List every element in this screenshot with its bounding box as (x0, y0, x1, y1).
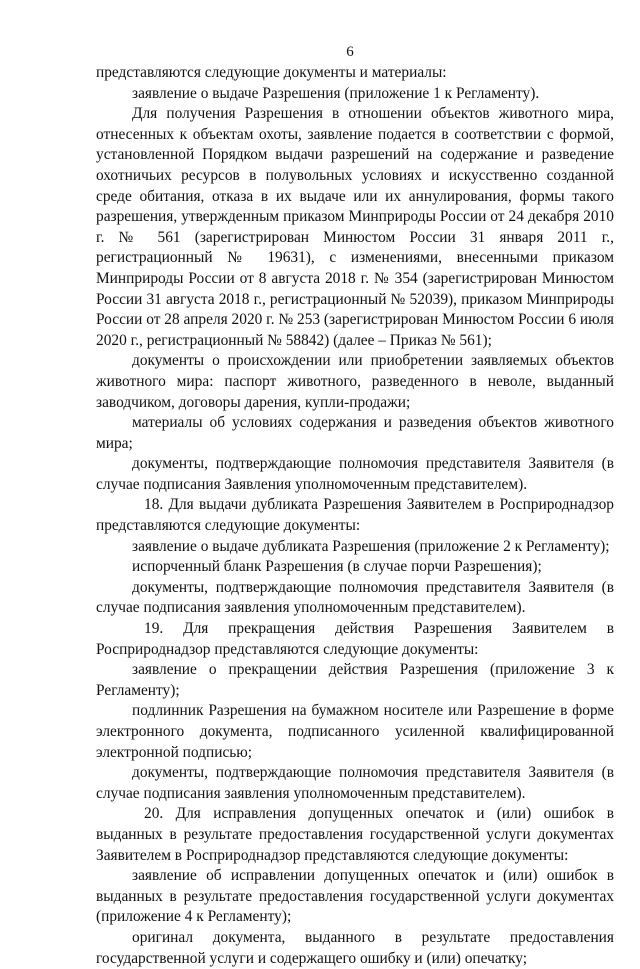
paragraph: Для получения Разрешения в отношении объектов животного мира, отнесенных к объектам охоты, заявление подается в соответствии с формой, установленной Порядком выдачи разрешений на содержание и разведение охотничьих ресурсов в полувольных условиях и искусственно созданной среде обитания, отказа в их выдаче или их аннулирования, формы такого разрешения, утвержденным приказом Минприроды России от 24 декабря 2010 г. № 561 (зарегистрирован Минюстом России 31 января 2011 г., регистрационный № 19631), с изменениями, внесенными приказом Минприроды России от 8 августа 2018 г. № 354 (зарегистрирован Минюстом России 31 августа 2018 г., регистрационный № 52039), приказом Минприроды России от 28 апреля 2020 г. № 253 (зарегистрирован Минюстом России 6 июля 2020 г., регистрационный № 58842) (далее – Приказ № 561); (96, 105, 614, 349)
paragraph: документы о происхождении или приобретении заявляемых объектов животного мира: паспорт животного, разведенного в неволе, выданный заводчиком, договоры дарения, купли-продажи; (96, 352, 614, 411)
paragraph: испорченный бланк Разрешения (в случае порчи Разрешения); (132, 558, 542, 576)
paragraph-intro: представляются следующие документы и материалы: (96, 64, 447, 81)
document-body (96, 63, 614, 969)
paragraph: заявление об исправлении допущенных опечаток и (или) ошибок в выданных в результате предоставления государственной услуги документах (приложение 4 к Регламенту); (96, 867, 614, 926)
paragraph-item-19: 19. Для прекращения действия Разрешения Заявителем в Росприроднадзор представляются следующие документы: (96, 620, 614, 658)
paragraph-item-20: 20. Для исправления допущенных опечаток и (или) ошибок в выданных в результате предоставления государственной услуги документах Заявителем в Росприроднадзор представляются следующие документы: (96, 805, 614, 864)
paragraph: заявление о выдаче Разрешения (приложение 1 к Регламенту). (132, 84, 540, 102)
paragraph-item-18: 18. Для выдачи дубликата Разрешения Заявителем в Росприроднадзор представляются следующие документы: (96, 496, 614, 535)
paragraph: оригинал документа, выданного в результате предоставления государственной услуги и содержащего ошибку и (или) опечатку; (96, 928, 614, 967)
paragraph: заявление о выдаче дубликата Разрешения (приложение 2 к Регламенту); (132, 537, 610, 555)
paragraph: заявление о прекращении действия Разрешения (приложение 3 к Регламенту); (96, 661, 614, 699)
paragraph: материалы об условиях содержания и разведения объектов животного мира; (96, 414, 614, 452)
paragraph: подлинник Разрешения на бумажном носителе или Разрешение в форме электронного документа, подписанного усиленной квалифицированной электронной подписью; (96, 702, 614, 761)
paragraph: документы, подтверждающие полномочия представителя Заявителя (в случае подписания заявления уполномоченным представителем). (96, 764, 614, 802)
paragraph: документы, подтверждающие полномочия представителя Заявителя (в случае подписания заявления уполномоченным представителем). (96, 578, 614, 617)
page-number: 6 (346, 44, 354, 60)
paragraph: документы, подтверждающие полномочия представителя Заявителя (в случае подписания Заявления уполномоченным представителем). (96, 455, 614, 493)
